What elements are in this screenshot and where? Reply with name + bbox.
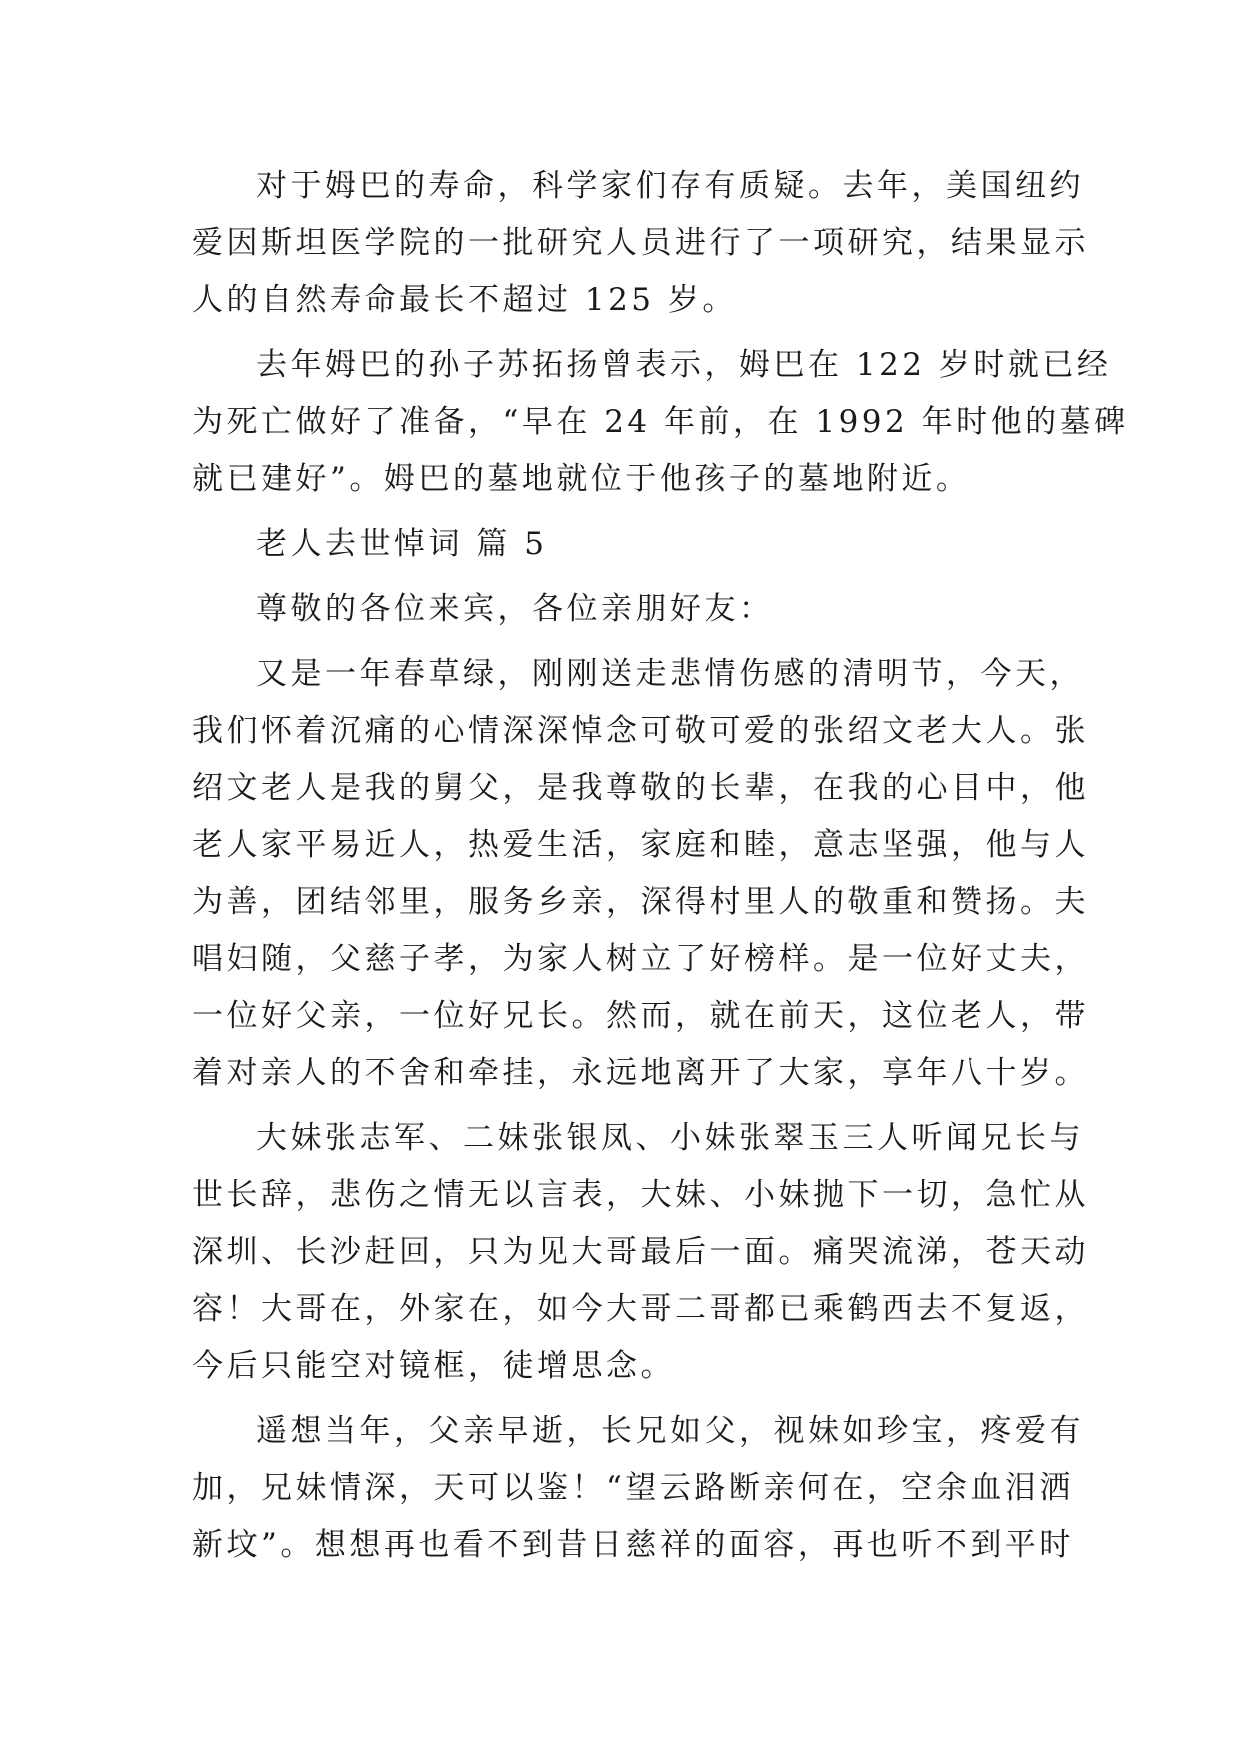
paragraph-line: 就已建好”。姆巴的墓地就位于他孩子的墓地附近。 [192, 461, 971, 497]
paragraph-line: 大妹张志军、二妹张银凤、小妹张翠玉三人听闻兄长与 [256, 1120, 1084, 1156]
paragraph-line: 人的自然寿命最长不超过 125 岁。 [192, 282, 737, 318]
paragraph-line: 去年姆巴的孙子苏拓扬曾表示，姆巴在 122 岁时就已经 [256, 347, 1112, 383]
paragraph-line: 又是一年春草绿，刚刚送走悲情伤感的清明节，今天， [256, 656, 1084, 692]
paragraph-line: 世长辞，悲伤之情无以言表，大妹、小妹抛下一切，急忙从 [192, 1177, 1089, 1213]
paragraph-line: 对于姆巴的寿命，科学家们存有质疑。去年，美国纽约 [256, 168, 1084, 204]
paragraph-line: 绍文老人是我的舅父，是我尊敬的长辈，在我的心目中，他 [192, 770, 1089, 806]
paragraph-line: 唱妇随，父慈子孝，为家人树立了好榜样。是一位好丈夫， [192, 941, 1089, 977]
paragraph-line: 遥想当年，父亲早逝，长兄如父，视妹如珍宝，疼爱有 [256, 1413, 1084, 1449]
paragraph-line: 为善，团结邻里，服务乡亲，深得村里人的敬重和赞扬。夫 [192, 884, 1089, 920]
paragraph-line: 新坟”。想想再也看不到昔日慈祥的面容，再也听不到平时 [192, 1527, 1074, 1563]
paragraph-line: 一位好父亲，一位好兄长。然而，就在前天，这位老人，带 [192, 998, 1089, 1034]
paragraph-line: 着对亲人的不舍和牵挂，永远地离开了大家，享年八十岁。 [192, 1055, 1089, 1091]
paragraph-line: 为死亡做好了准备，“早在 24 年前，在 1992 年时他的墓碑 [192, 404, 1129, 440]
paragraph-line: 容！大哥在，外家在，如今大哥二哥都已乘鹤西去不复返， [192, 1291, 1089, 1327]
section-heading: 老人去世悼词 篇 5 [256, 526, 548, 562]
paragraph-line: 爱因斯坦医学院的一批研究人员进行了一项研究，结果显示 [192, 225, 1089, 261]
document-body [192, 158, 1129, 1574]
paragraph-line: 老人家平易近人，热爱生活，家庭和睦，意志坚强，他与人 [192, 827, 1089, 863]
paragraph-line: 加，兄妹情深，天可以鉴！“望云路断亲何在，空余血泪洒 [192, 1470, 1074, 1506]
paragraph-line: 深圳、长沙赶回，只为见大哥最后一面。痛哭流涕，苍天动 [192, 1234, 1089, 1270]
salutation-line: 尊敬的各位来宾，各位亲朋好友： [256, 591, 774, 627]
paragraph-line: 我们怀着沉痛的心情深深悼念可敬可爱的张绍文老大人。张 [192, 713, 1089, 749]
paragraph-line: 今后只能空对镜框，徒增思念。 [192, 1348, 675, 1384]
